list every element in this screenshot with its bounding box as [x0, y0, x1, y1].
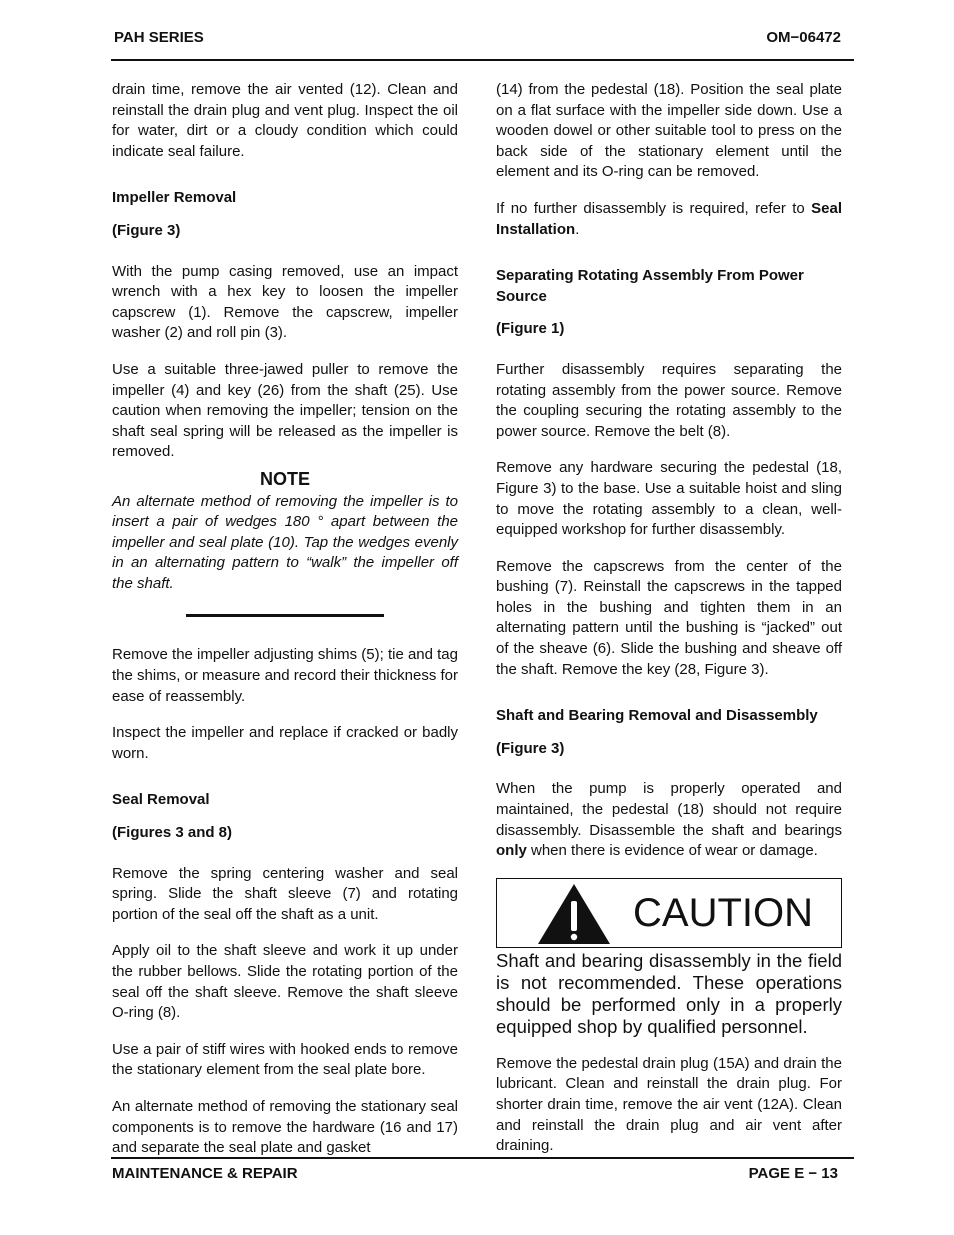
- impeller-paragraph-1: With the pump casing removed, use an impact wrench with a hex key to loosen the impeller capscrew (1). Remove the capscrew, impeller washer (2) and roll pin (3).: [112, 262, 458, 342]
- shaft-figure-ref: (Figure 3): [496, 739, 565, 757]
- seal-paragraph-4: An alternate method of removing the stationary seal components is to remove the hardware (16 and 17) and separate the seal plate and gasket: [112, 1097, 458, 1157]
- separating-figure-ref: (Figure 1): [496, 320, 565, 338]
- seal-installation-ref: [496, 199, 842, 240]
- seal-paragraph-3: Use a pair of stiff wires with hooked ends to remove the stationary element from the seal plate bore.: [112, 1040, 458, 1079]
- ref-link-seal-installation: Seal Installation: [496, 199, 842, 238]
- caution-text: Shaft and bearing disassembly in the field is not recommended. These operations should be performed only in a properly equipped shop by qualified personnel.: [496, 949, 842, 1037]
- shaft-paragraph: [496, 779, 842, 861]
- shims-paragraph: Remove the impeller adjusting shims (5); tie and tag the shims, or measure and record their thickness for ease of reassembly.: [112, 646, 458, 705]
- note-title: NOTE: [259, 468, 310, 489]
- shaft-text-b: when there is evidence of wear or damage.: [526, 842, 818, 860]
- impeller-figure-ref: (Figure 3): [112, 221, 181, 239]
- left-column: [112, 80, 458, 1175]
- footer-page-number: PAGE E − 13: [748, 1165, 838, 1182]
- impeller-removal-heading: Impeller Removal: [112, 189, 237, 207]
- separating-paragraph-1: Further disassembly requires separating the rotating assembly from the power source. Remove the coupling securing the rotating assembly to the power source. Remove the belt (8).: [496, 360, 842, 440]
- shaft-text-only: only: [496, 842, 527, 860]
- separating-heading: Separating Rotating Assembly From Power Source: [496, 267, 804, 305]
- separating-paragraph-2: Remove any hardware securing the pedestal (18, Figure 3) to the base. Use a suitable hoist and sling to move the rotating assembly to a clean, well-equipped workshop for further disassembly.: [496, 459, 842, 539]
- seal-paragraph-1: Remove the spring centering washer and seal spring. Slide the shaft sleeve (7) and rotating portion of the seal off the shaft as a unit.: [112, 864, 458, 923]
- caution-box: [496, 878, 842, 948]
- caution-word: CAUTION: [633, 890, 813, 935]
- seal-removal-heading: Seal Removal: [112, 791, 210, 809]
- ref-text: If no further disassembly is required, refer to: [496, 199, 812, 217]
- inspect-paragraph: Inspect the impeller and replace if cracked or badly worn.: [112, 724, 458, 762]
- header-doc-number: OM−06472: [766, 29, 841, 46]
- separating-paragraph-3: Remove the capscrews from the center of the bushing (7). Reinstall the capscrews in the tapped holes in the bushing and tighten them in an alternating pattern until the bushing is “jacked” out of the sheave (6). Slide the bushing and sheave off the shaft. Remove the key (28, Figure 3).: [496, 557, 842, 678]
- seal-figure-ref: (Figures 3 and 8): [112, 824, 233, 842]
- header-rule: [111, 59, 854, 61]
- note-divider: [186, 614, 384, 617]
- impeller-paragraph-2: Use a suitable three-jawed puller to remove the impeller (4) and key (26) from the shaft (25). Use caution when removing the impeller; tension on the shaft seal spring will be released as the impeller is removed.: [112, 360, 458, 461]
- ref-period: .: [575, 220, 580, 238]
- footer-section: MAINTENANCE & REPAIR: [112, 1165, 298, 1182]
- continued-paragraph: (14) from the pedestal (18). Position the seal plate on a flat surface with the impeller side down. Use a wooden dowel or other suitable tool to press on the back side of the stationary element until the element and its O-ring can be removed.: [496, 81, 842, 181]
- header-series: PAH SERIES: [114, 29, 204, 46]
- footer-rule: [111, 1157, 854, 1159]
- seal-paragraph-2: Apply oil to the shaft sleeve and work it up under the rubber bellows. Slide the rotating portion of the seal off the shaft sleeve. Remove the shaft sleeve O-ring (8).: [112, 942, 458, 1022]
- shaft-text-a: When the pump is properly operated and maintained, the pedestal (18) should not require disassembly. Disassemble the shaft and bearings: [496, 780, 842, 839]
- intro-paragraph: drain time, remove the air vented (12). Clean and reinstall the drain plug and vent plug. Inspect the oil for water, dirt or a cloudy condition which could indicate seal failure.: [112, 81, 458, 160]
- drain-paragraph: Remove the pedestal drain plug (15A) and drain the lubricant. Clean and reinstall the drain plug. For shorter drain time, remove the air vent (12A). Clean and reinstall the drain plug and air vent after draining.: [496, 1054, 842, 1155]
- warning-triangle-icon: [537, 883, 611, 945]
- shaft-bearing-heading: Shaft and Bearing Removal and Disassembly: [496, 707, 818, 725]
- note-body: An alternate method of removing the impeller is to insert a pair of wedges 180 ° apart between the impeller and seal plate (10). Tap the wedges evenly in an alternating pattern to “walk” the impeller off the shaft.: [112, 492, 458, 592]
- right-column: [496, 80, 842, 1173]
